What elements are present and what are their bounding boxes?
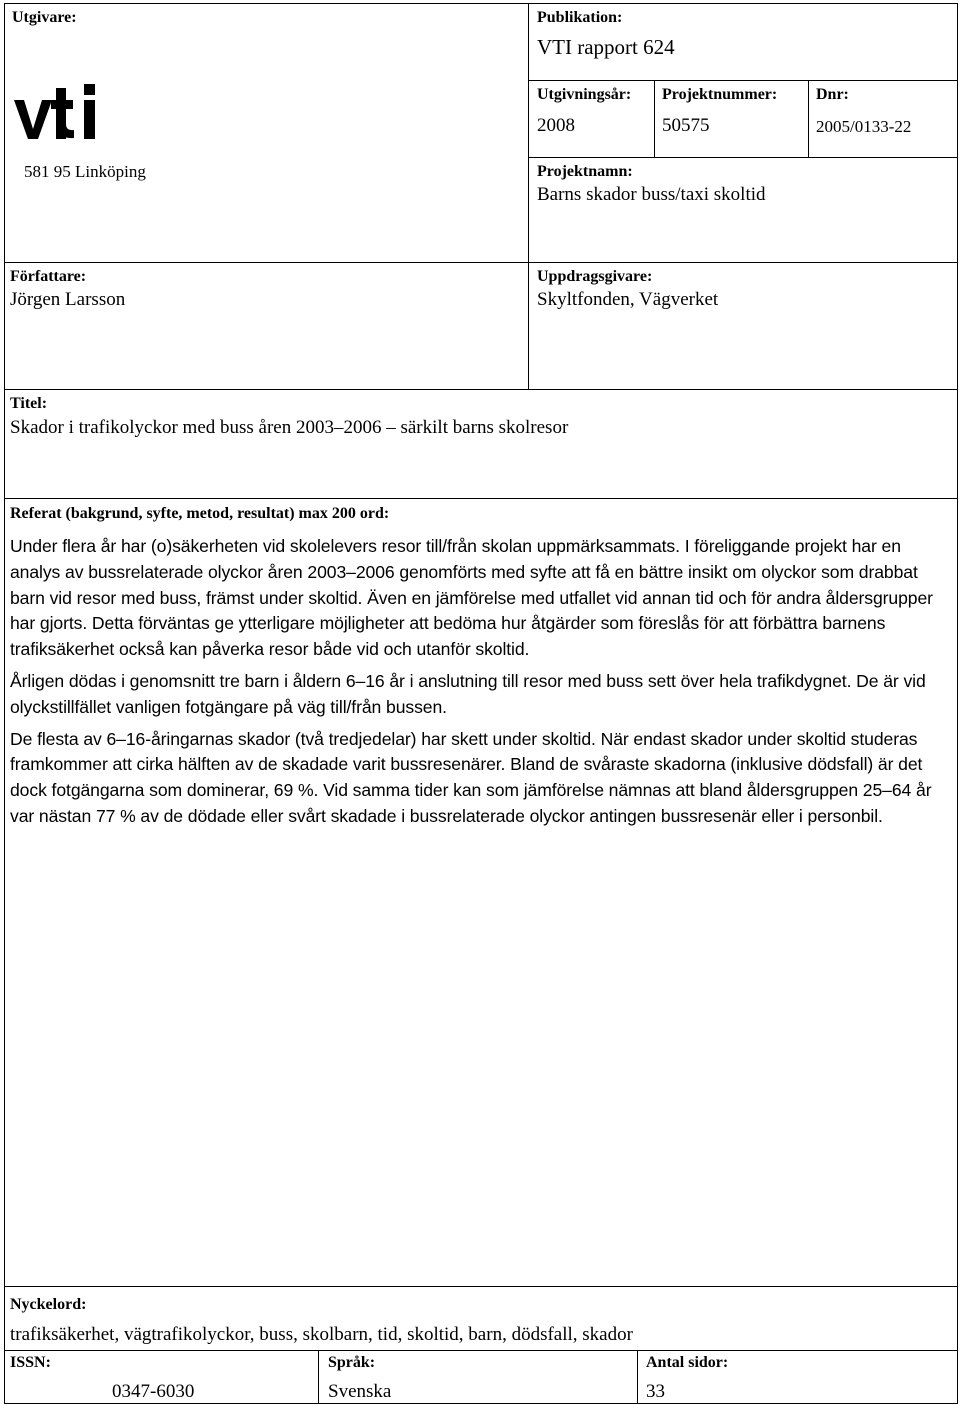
abstract-paragraph: Årligen dödas i genomsnitt tre barn i åldern 6–16 år i anslutning till resor med buss sett över hela trafikdygnet. De är vid olyckstillfället vanligen fotgängare på väg till/från bussen. (10, 670, 926, 717)
abstract-label: Referat (bakgrund, syfte, metod, resultat) max 200 ord: (10, 505, 390, 522)
client-value: Skyltfonden, Vägverket (537, 289, 719, 310)
divider (654, 80, 655, 158)
project-number-value: 50575 (662, 115, 710, 136)
author-value: Jörgen Larsson (10, 289, 126, 310)
project-number-label: Projektnummer: (662, 86, 778, 103)
divider (528, 157, 958, 158)
divider (318, 1350, 319, 1404)
divider (4, 389, 958, 390)
publication-label: Publikation: (537, 9, 623, 26)
year-label: Utgivningsår: (537, 86, 632, 103)
divider (808, 80, 809, 158)
language-value: Svenska (328, 1381, 392, 1402)
pages-value: 33 (646, 1381, 665, 1402)
vti-logo-icon (12, 82, 102, 142)
divider (4, 262, 958, 263)
divider (4, 1286, 958, 1287)
keywords-label: Nyckelord: (10, 1296, 87, 1313)
title-value: Skador i trafikolyckor med buss åren 2003–2006 – särkilt barns skolresor (10, 417, 569, 438)
divider (528, 3, 529, 390)
publisher-address: 581 95 Linköping (24, 162, 146, 181)
abstract-body (10, 534, 952, 836)
issn-label: ISSN: (10, 1354, 51, 1371)
dnr-label: Dnr: (816, 86, 849, 103)
abstract-paragraph: De flesta av 6–16-åringarnas skador (två tredjedelar) har skett under skoltid. När endast skador under skoltid studeras framkommer att cirka hälften av de skadade varit bussresenärer. Bland de svåraste skadorna (inklusive dödsfall) är det dock fotgängarna som dominerar, 69 %. Vid samma tider kan som jämförelse nämnas att bland åldersgruppen 25–64 år var nästan 77 % av de dödade eller svårt skadade i bussrelaterade olyckor antingen bussresenär eller i personbil. (10, 728, 932, 826)
project-name-value: Barns skador buss/taxi skoltid (537, 184, 766, 205)
language-label: Språk: (328, 1354, 376, 1371)
divider (637, 1350, 638, 1404)
keywords-value: trafiksäkerhet, vägtrafikolyckor, buss, skolbarn, tid, skoltid, barn, dödsfall, skador (10, 1324, 633, 1345)
pages-label: Antal sidor: (646, 1354, 729, 1371)
year-value: 2008 (537, 115, 575, 136)
abstract-paragraph: Under flera år har (o)säkerheten vid skolelevers resor till/från skolan uppmärksammats. I föreliggande projekt har en analys av bussrelaterade olyckor åren 2003–2006 genomförts med syfte att få en bättre insikt om olyckor som drabbat barn vid resor med buss, främst under skoltid. Även en jämförelse med utfallet vid annan tid och för andra åldersgrupper har gjorts. Detta förväntas ge ytterligare möjligheter att bedöma hur åtgärder som föreslås för att förbättra barnens trafiksäkerhet också kan påverka resor både vid och utanför skoltid. (10, 536, 933, 660)
divider (528, 80, 958, 81)
divider (4, 498, 958, 499)
title-label: Titel: (10, 395, 48, 412)
publisher-label: Utgivare: (12, 9, 77, 26)
dnr-value: 2005/0133-22 (816, 117, 912, 136)
author-label: Författare: (10, 268, 87, 285)
publication-value: VTI rapport 624 (537, 35, 675, 59)
issn-value: 0347-6030 (112, 1381, 195, 1402)
project-name-label: Projektnamn: (537, 163, 633, 180)
divider (4, 1350, 958, 1351)
client-label: Uppdragsgivare: (537, 268, 653, 285)
